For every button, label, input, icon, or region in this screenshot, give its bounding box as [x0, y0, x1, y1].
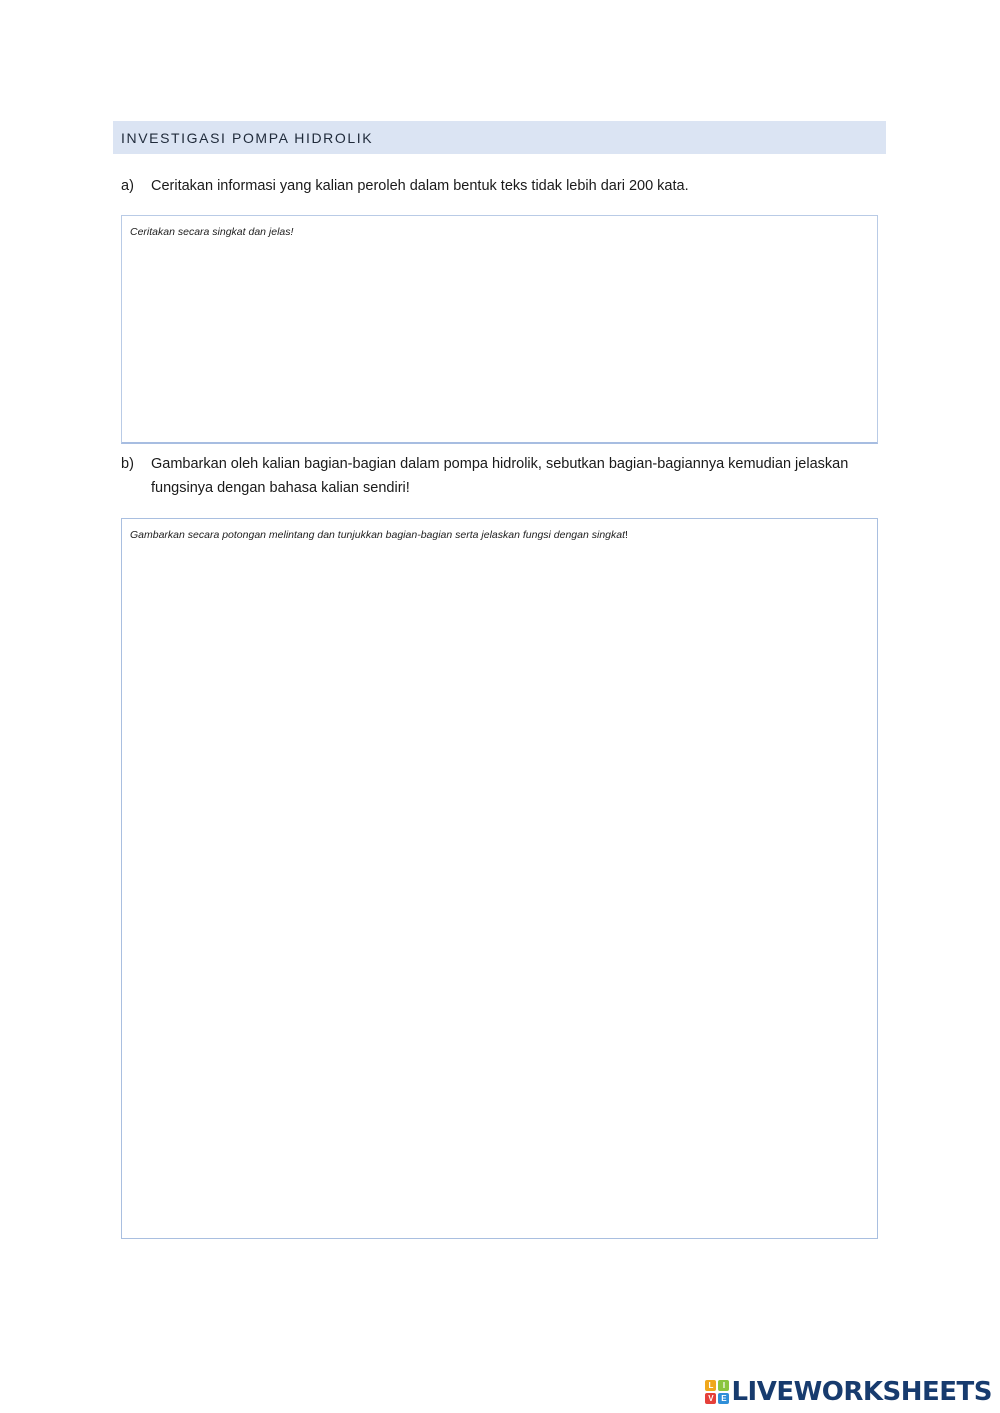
section-title: INVESTIGASI POMPA HIDROLIK [113, 121, 886, 154]
answer-box-b-hint-text: Gambarkan secara potongan melintang dan tunjukkan bagian-bagian serta jelaskan fungsi dengan singkat [130, 529, 626, 541]
question-a-label: a) [121, 178, 134, 194]
logo-tile-v: V [705, 1393, 716, 1404]
liveworksheets-brand [705, 1377, 992, 1407]
answer-box-b-hint [130, 529, 628, 541]
logo-tile-i: I [718, 1380, 729, 1391]
logo-tile-l: L [705, 1380, 716, 1391]
answer-box-b-hint-tail: ! [625, 529, 628, 541]
logo-tile-e: E [718, 1393, 729, 1404]
question-b-label: b) [121, 456, 134, 472]
question-a-text: Ceritakan informasi yang kalian peroleh dalam bentuk teks tidak lebih dari 200 kata. [151, 178, 689, 194]
question-b-text: Gambarkan oleh kalian bagian-bagian dalam pompa hidrolik, sebutkan bagian-bagiannya kemudian jelaskan fungsinya dengan bahasa kalian sendiri! [151, 456, 849, 496]
brand-name: LIVEWORKSHEETS [731, 1377, 992, 1407]
question-b [121, 452, 861, 500]
answer-box-a[interactable] [121, 215, 878, 444]
question-a [121, 174, 861, 198]
liveworksheets-logo-icon [705, 1380, 729, 1404]
answer-box-a-hint: Ceritakan secara singkat dan jelas! [130, 226, 294, 238]
answer-box-b[interactable] [121, 518, 878, 1239]
